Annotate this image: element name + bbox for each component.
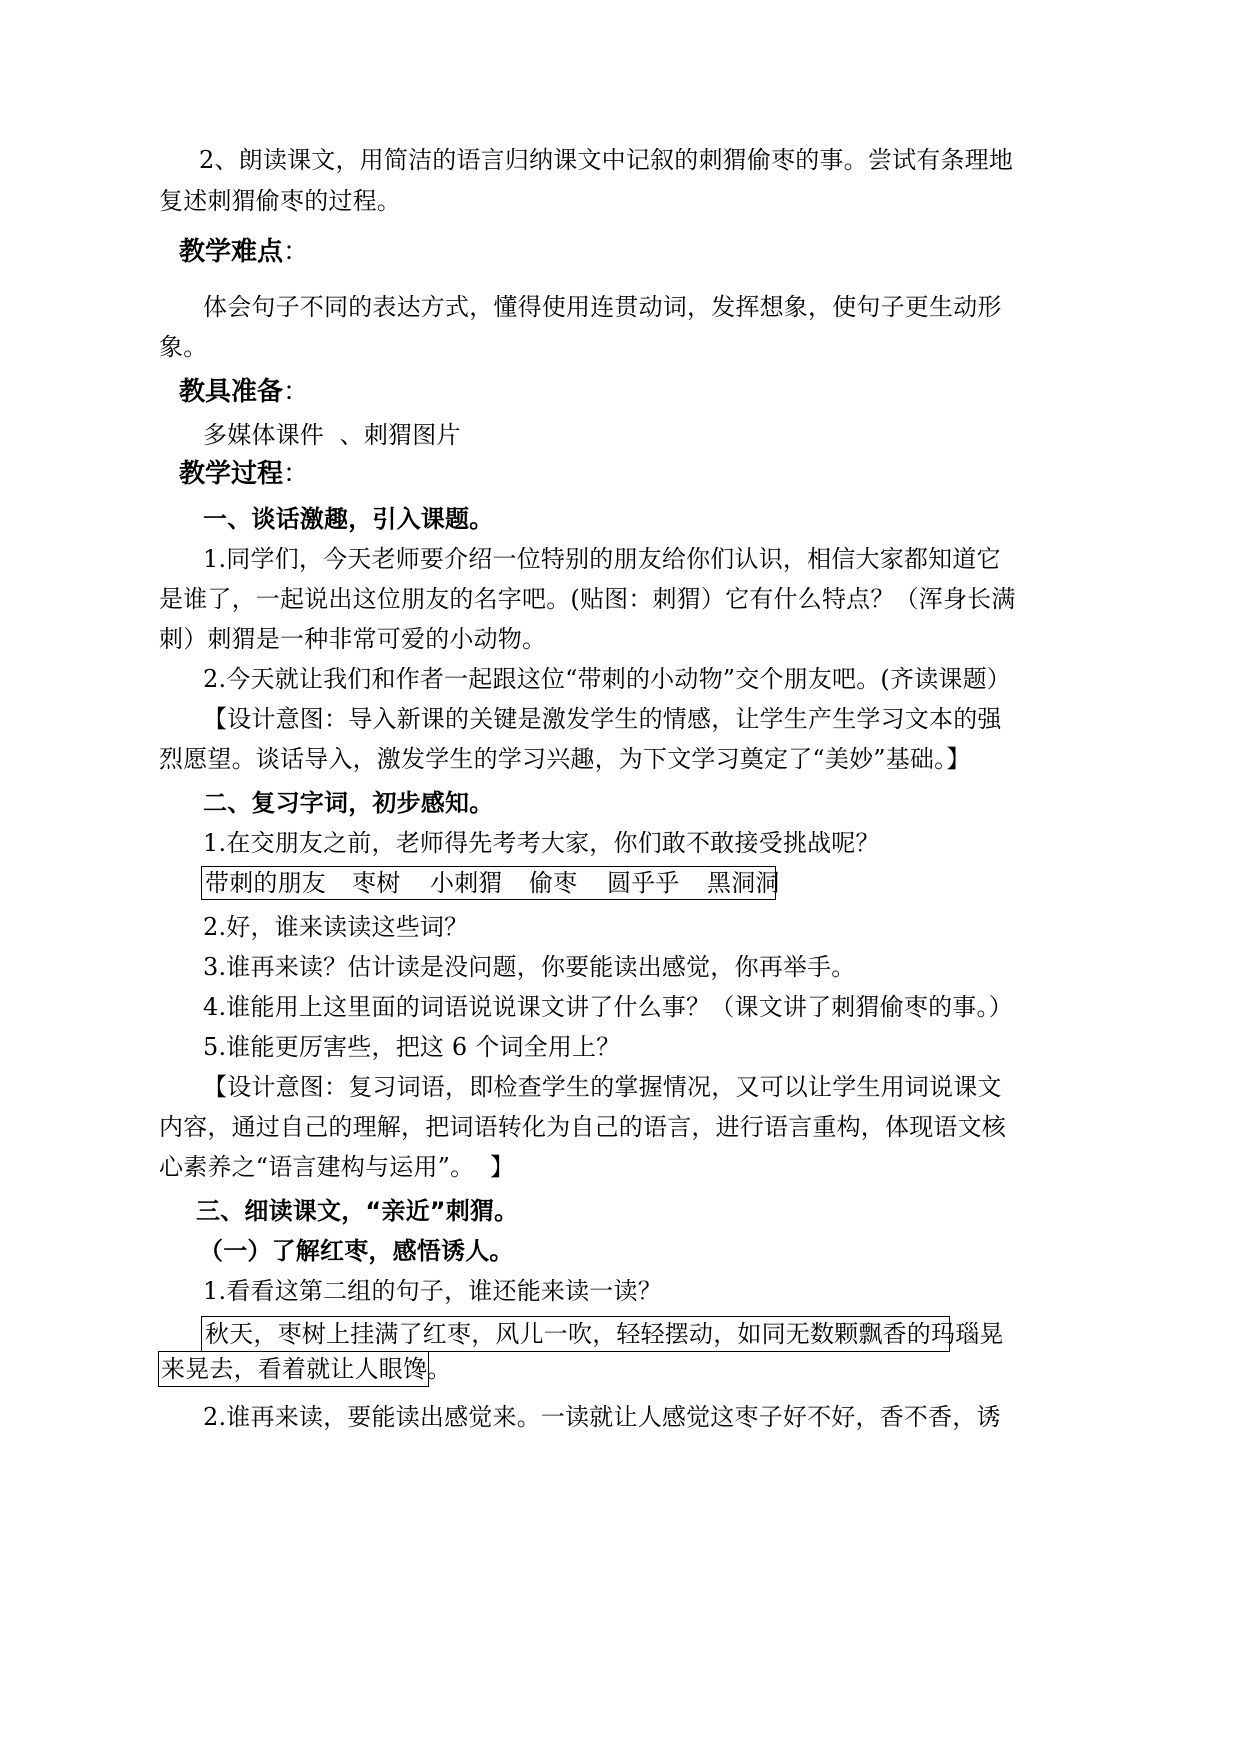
- section-3-title: 三、细读课文，“亲近”刺猬。: [196, 1197, 519, 1225]
- section-2-p2: 2.好，谁来读读这些词？: [203, 913, 469, 941]
- quote-line-2: 来晃去，看着就让人眼馋。: [161, 1355, 452, 1383]
- vocab-word: 带刺的朋友: [205, 869, 326, 897]
- vocabulary-box: [201, 866, 780, 900]
- section-3-p2: 2.谁再来读，要能读出感觉来。一读就让人感觉这枣子好不好，香不香，诱: [203, 1403, 1001, 1431]
- section-2-p1: 1.在交朋友之前，老师得先考考大家，你们敢不敢接受挑战呢？: [203, 829, 880, 857]
- section-1-p1-line-1: 1.同学们，今天老师要介绍一位特别的朋友给你们认识，相信大家都知道它: [203, 545, 1001, 573]
- section-2-p4: 4.谁能用上这里面的词语说说课文讲了什么事？（课文讲了刺猬偷枣的事。）: [203, 993, 1013, 1021]
- quote-box-line-2: [158, 1351, 452, 1387]
- section-1-p2: 2.今天就让我们和作者一起跟这位“带刺的小动物”交个朋友吧。(齐读课题）: [203, 665, 1011, 693]
- tools-line: 多媒体课件 、刺猬图片: [203, 421, 461, 449]
- section-2-title: 二、复习字词，初步感知。: [203, 789, 494, 817]
- section-1-note-line-2: 烈愿望。谈话导入，激发学生的学习兴趣，为下文学习奠定了“美妙”基础。】: [159, 745, 971, 773]
- section-2-note-line-3: 心素养之“语言建构与运用”。 】: [159, 1153, 515, 1181]
- section-2-note-line-1: 【设计意图：复习词语，即检查学生的掌握情况，又可以让学生用词说课文: [203, 1073, 1002, 1101]
- section-1-title: 一、谈话激趣，引入课题。: [203, 505, 494, 533]
- objective-2-line-2: 复述刺猬偷枣的过程。: [159, 187, 401, 215]
- section-2-p5: 5.谁能更厉害些，把这 6 个词全用上？: [203, 1033, 621, 1061]
- heading-process: 教学过程：: [179, 459, 310, 489]
- vocab-word: 偷枣: [529, 869, 578, 897]
- vocab-word: 黑洞洞: [707, 869, 780, 897]
- vocab-word: 小刺猬: [430, 869, 503, 897]
- difficulty-line-2: 象。: [159, 333, 208, 361]
- section-2-note-line-2: 内容，通过自己的理解，把词语转化为自己的语言，进行语言重构，体现语文核: [159, 1113, 1006, 1141]
- heading-tools: 教具准备：: [179, 377, 310, 407]
- section-3-p1: 1.看看这第二组的句子，谁还能来读一读？: [203, 1277, 662, 1305]
- section-2-p3: 3.谁再来读？估计读是没问题，你要能读出感觉，你再举手。: [203, 953, 856, 981]
- section-3-subtitle-1: （一）了解红枣，感悟诱人。: [199, 1237, 514, 1265]
- vocab-word: 枣树: [352, 869, 401, 897]
- section-1-p1-line-2: 是谁了，一起说出这位朋友的名字吧。(贴图：刺猬）它有什么特点？（浑身长满: [159, 585, 1016, 613]
- section-1-p1-line-3: 刺）刺猬是一种非常可爱的小动物。: [159, 625, 547, 653]
- quote-box-line-1: [201, 1316, 1004, 1352]
- quote-line-1: 秋天，枣树上挂满了红枣，风儿一吹，轻轻摆动，如同无数颗飘香的玛瑙晃: [205, 1320, 1004, 1348]
- heading-difficulty: 教学难点：: [179, 237, 310, 267]
- vocab-word: 圆乎乎: [607, 869, 680, 897]
- difficulty-line-1: 体会句子不同的表达方式，懂得使用连贯动词，发挥想象，使句子更生动形: [203, 293, 1002, 321]
- objective-2-line-1: 2、朗读课文，用简洁的语言归纳课文中记叙的刺猬偷枣的事。尝试有条理地: [199, 146, 1014, 174]
- section-1-note-line-1: 【设计意图：导入新课的关键是激发学生的情感，让学生产生学习文本的强: [203, 705, 1002, 733]
